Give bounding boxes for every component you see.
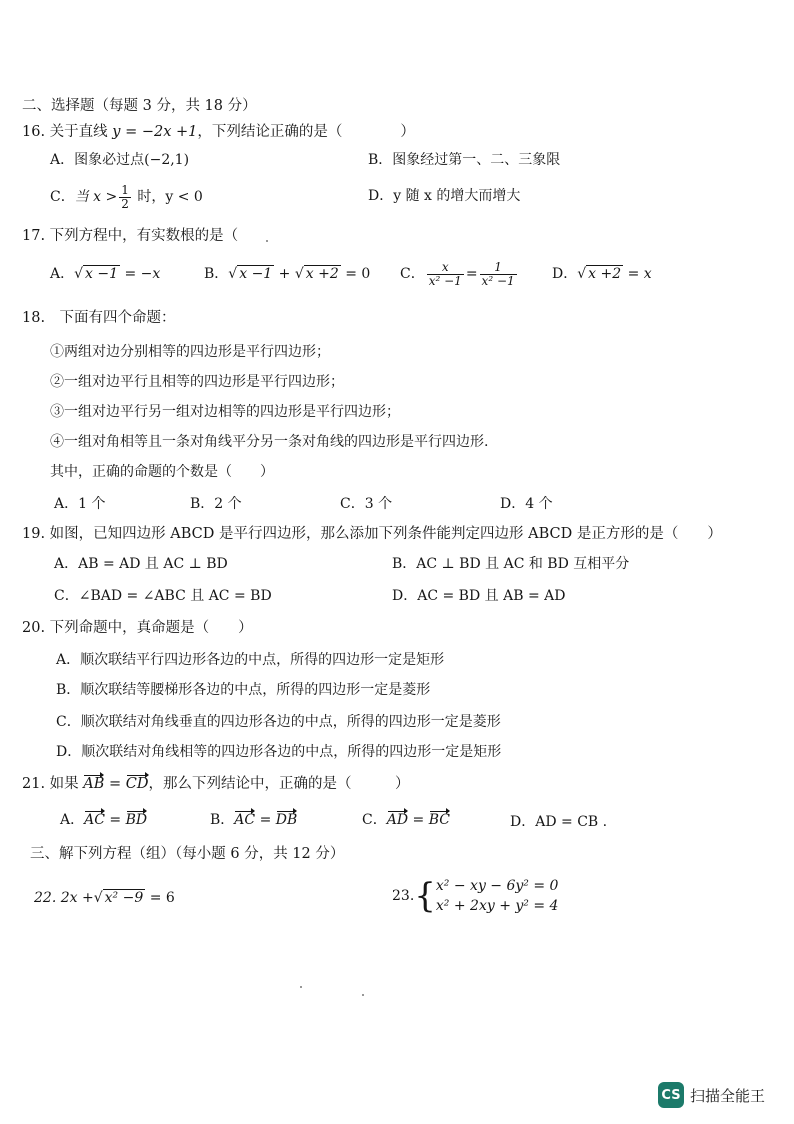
q18-option-c: C．3 个 xyxy=(340,496,393,512)
q18-proposition-4: ④一组对角相等且一条对角线平分另一条对角线的四边形是平行四边形. xyxy=(50,434,489,450)
vector: DB xyxy=(275,812,298,828)
section-three-heading: 三、解下列方程（组）（每小题 6 分，共 12 分） xyxy=(30,846,345,862)
vector: BC xyxy=(428,812,450,828)
q20-stem: 20. 下列命题中，真命题是（ ） xyxy=(22,620,253,636)
vector: AB xyxy=(83,776,105,792)
vector: AC xyxy=(84,812,105,828)
radicand: x −1 xyxy=(239,266,273,282)
section-two-heading: 二、选择题（每题 3 分，共 18 分） xyxy=(22,98,257,114)
q17-option-b: B．√ x −1 + √ x +2 = 0 xyxy=(204,266,371,282)
equation-stack xyxy=(436,876,559,916)
q21-stem-prefix: 21. 如果 xyxy=(22,776,84,792)
equation-rest: = −x xyxy=(124,266,161,282)
q21-option-a: A．AC = BD xyxy=(60,812,148,828)
radical xyxy=(103,888,146,908)
left-brace: { xyxy=(414,876,436,916)
equation-prefix: 22. 2x + xyxy=(34,890,94,906)
equation-rest: = 0 xyxy=(345,266,371,282)
fraction-denominator: x² −1 xyxy=(481,273,515,288)
option-label: D． xyxy=(552,266,578,282)
q21-option-b: B．AC = DB xyxy=(210,812,298,828)
q20-option-b: B．顺次联结等腰梯形各边的中点，所得的四边形一定是菱形 xyxy=(56,682,431,698)
fraction xyxy=(119,184,131,211)
q18-option-a: A．1 个 xyxy=(54,496,106,512)
equals-sign: = xyxy=(104,776,126,792)
q23-equation-system xyxy=(392,876,558,916)
q18-proposition-3: ③一组对边平行另一组对边相等的四边形是平行四边形； xyxy=(50,404,400,420)
q19-option-d: D．AC = BD 且 AB = AD xyxy=(392,588,566,604)
option-label: A． xyxy=(60,812,85,828)
radicand: x² −9 xyxy=(104,890,144,906)
q21-stem-suffix: ，那么下列结论中，正确的是（ ） xyxy=(148,776,410,792)
q16-option-b xyxy=(368,150,560,170)
option-text: 时，y < 0 xyxy=(132,189,203,205)
fraction-numerator: x xyxy=(427,261,464,275)
fraction-denominator: x² −1 xyxy=(428,273,462,288)
q17-option-d: D．√ x +2 = x xyxy=(552,266,652,282)
q16-stem xyxy=(22,122,415,142)
plus-sign: + xyxy=(278,266,291,282)
watermark-text: 扫描全能王 xyxy=(690,1086,766,1105)
q20-option-c: C．顺次联结对角线垂直的四边形各边的中点，所得的四边形一定是菱形 xyxy=(56,714,501,730)
q19-option-c: C．∠BAD = ∠ABC 且 AC = BD xyxy=(54,588,272,604)
q18-proposition-2: ②一组对边平行且相等的四边形是平行四边形； xyxy=(50,374,344,390)
option-text: 图象必过点 xyxy=(74,152,145,168)
q19-option-b: B．AC ⊥ BD 且 AC 和 BD 互相平分 xyxy=(392,556,630,572)
fraction xyxy=(427,261,464,288)
fraction-numerator: 1 xyxy=(121,182,129,197)
q20-option-d: D．顺次联结对角线相等的四边形各边的中点，所得的四边形一定是矩形 xyxy=(56,744,502,760)
q18-stem: 18. 下面有四个命题： xyxy=(22,310,176,326)
q16-stem-suffix: ，下列结论正确的是（ ） xyxy=(197,124,415,140)
equation-rest: = x xyxy=(627,266,652,282)
radicand: x +2 xyxy=(305,266,339,282)
option-label: C． xyxy=(50,189,75,205)
vector: AD xyxy=(386,812,409,828)
radicand: x +2 xyxy=(588,266,622,282)
camscanner-logo-icon: CS xyxy=(658,1082,684,1108)
option-label: C． xyxy=(362,812,387,828)
q18-option-b: B．2 个 xyxy=(190,496,242,512)
q17-option-c xyxy=(400,254,519,294)
option-inequality: 当 x > xyxy=(74,189,118,205)
fraction-numerator: 1 xyxy=(480,261,517,275)
q16-option-c xyxy=(50,182,203,212)
q21-stem xyxy=(22,774,410,794)
q20-option-a: A．顺次联结平行四边形各边的中点，所得的四边形一定是矩形 xyxy=(56,652,445,668)
q17-stem: 17. 下列方程中，有实数根的是（ xyxy=(22,228,239,244)
radical xyxy=(586,264,623,284)
vector: CD xyxy=(125,776,149,792)
q21-option-d: D．AD = CB . xyxy=(510,814,608,830)
option-label: A． xyxy=(50,266,75,282)
fraction xyxy=(480,261,517,288)
option-label: D． xyxy=(368,188,394,204)
radicand: x −1 xyxy=(85,266,119,282)
q16-equation: y = −2x +1 xyxy=(112,124,198,140)
option-text: 图象经过第一、二、三象限 xyxy=(392,152,561,168)
scan-speck xyxy=(266,240,268,242)
equation-2: x² + 2xy + y² = 4 xyxy=(435,898,559,914)
q18-question: 其中，正确的命题的个数是（ ） xyxy=(50,464,274,480)
option-label: B． xyxy=(210,812,235,828)
q17-option-a: A．√ x −1 = −x xyxy=(50,266,161,282)
equation-1: x² − xy − 6y² = 0 xyxy=(435,878,559,894)
fraction-denominator: 2 xyxy=(121,196,129,211)
option-label: B． xyxy=(204,266,229,282)
option-label: B． xyxy=(368,152,393,168)
option-point: (−2,1) xyxy=(144,152,190,168)
scan-speck xyxy=(300,986,302,988)
option-label: C． xyxy=(400,266,425,282)
equation-rest: = 6 xyxy=(149,890,175,906)
option-label: A． xyxy=(50,152,75,168)
q21-option-c: C．AD = BC xyxy=(362,812,450,828)
option-text: y 随 x 的增大而增大 xyxy=(393,188,521,204)
q23-label: 23. xyxy=(392,888,415,904)
vector: AC xyxy=(234,812,256,828)
radical xyxy=(237,264,274,284)
q19-stem: 19. 如图，已知四边形 ABCD 是平行四边形，那么添加下列条件能判定四边形 ABCD 是正方形的是（ ） xyxy=(22,526,722,542)
q18-option-d: D．4 个 xyxy=(500,496,553,512)
radical xyxy=(304,264,341,284)
scan-speck xyxy=(362,994,364,996)
q16-stem-prefix: 16. 关于直线 xyxy=(22,124,113,140)
scanner-watermark xyxy=(658,1082,765,1108)
vector: BD xyxy=(125,812,148,828)
radical xyxy=(83,264,120,284)
q19-option-a: A．AB = AD 且 AC ⊥ BD xyxy=(54,556,228,572)
q18-proposition-1: ①两组对边分别相等的四边形是平行四边形； xyxy=(50,344,330,360)
q22-equation: 22. 2x +√ x² −9 = 6 xyxy=(34,890,175,906)
equals-sign: = xyxy=(465,266,478,282)
q16-option-d xyxy=(368,186,520,206)
q16-option-a xyxy=(50,150,189,170)
